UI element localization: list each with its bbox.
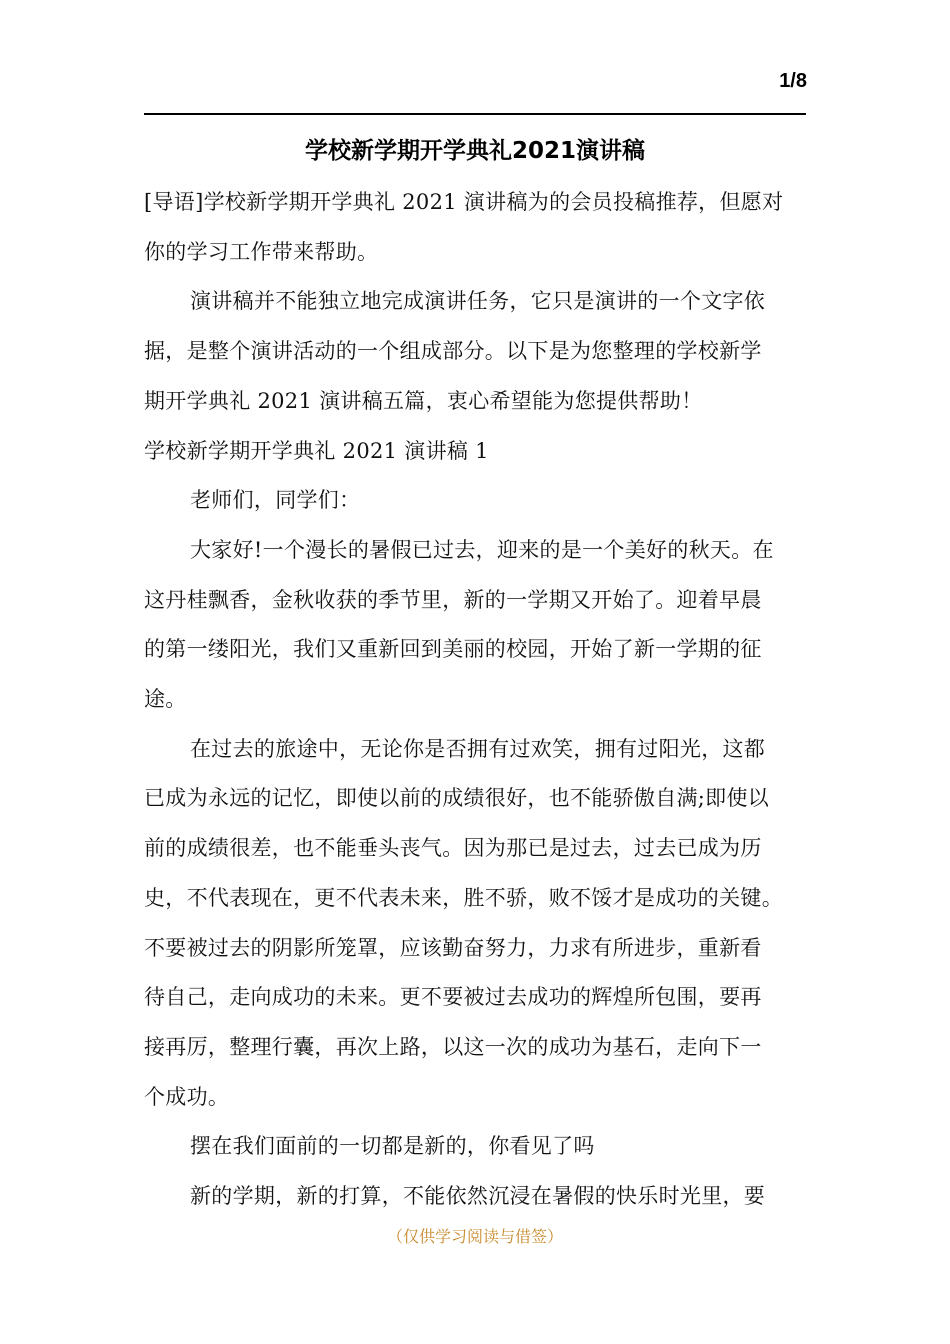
text-line: 摆在我们面前的一切都是新的，你看见了吗 — [190, 1134, 595, 1159]
document-body — [144, 178, 812, 1222]
document-title: 学校新学期开学典礼2021演讲稿 — [304, 138, 645, 164]
text-line: 前的成绩很差，也不能垂头丧气。因为那已是过去，过去已成为历 — [144, 836, 762, 861]
body-paragraph — [144, 1122, 812, 1172]
section-heading — [144, 427, 812, 477]
text-line: 在过去的旅途中，无论你是否拥有过欢笑，拥有过阳光，这都 — [190, 736, 766, 761]
text-line: 途。 — [144, 687, 187, 712]
text-line: 待自己，走向成功的未来。更不要被过去成功的辉煌所包围，要再 — [144, 985, 762, 1010]
text-line: 史，不代表现在，更不代表未来，胜不骄，败不馁才是成功的关键。 — [144, 885, 783, 910]
intro-paragraph — [144, 178, 812, 277]
text-line: [导语]学校新学期开学典礼 2021 演讲稿为的会员投稿推荐，但愿对 — [144, 190, 784, 214]
text-line: 个成功。 — [144, 1084, 230, 1109]
text-line: 的第一缕阳光，我们又重新回到美丽的校园，开始了新一学期的征 — [144, 637, 762, 662]
text-line: 已成为永远的记忆，即使以前的成绩很好，也不能骄傲自满;即使以 — [144, 786, 770, 811]
body-paragraph — [144, 1172, 812, 1222]
text-line: 学校新学期开学典礼 2021 演讲稿 1 — [144, 438, 489, 463]
body-paragraph — [144, 526, 812, 576]
header-divider — [144, 113, 806, 115]
text-line: 据，是整个演讲活动的一个组成部分。以下是为您整理的学校新学 — [144, 339, 762, 364]
body-paragraph-continued — [144, 774, 812, 1122]
body-paragraph-continued — [144, 327, 812, 426]
footer-note: （仅供学习阅读与借签） — [386, 1227, 563, 1246]
page-number: 1/8 — [779, 70, 807, 92]
text-line: 这丹桂飘香，金秋收获的季节里，新的一学期又开始了。迎着早晨 — [144, 587, 762, 612]
text-line: 你的学习工作带来帮助。 — [144, 239, 379, 264]
text-line: 大家好!一个漫长的暑假已过去，迎来的是一个美好的秋天。在 — [190, 537, 774, 562]
text-line: 演讲稿并不能独立地完成演讲任务，它只是演讲的一个文字依 — [190, 289, 766, 314]
text-line: 接再厉，整理行囊，再次上路，以这一次的成功为基石，走向下一 — [144, 1034, 762, 1059]
body-paragraph — [144, 277, 812, 327]
body-paragraph-continued — [144, 576, 812, 725]
text-line: 老师们，同学们： — [190, 488, 361, 513]
text-line: 新的学期，新的打算，不能依然沉浸在暑假的快乐时光里，要 — [190, 1184, 766, 1209]
text-line: 期开学典礼 2021 演讲稿五篇，衷心希望能为您提供帮助！ — [144, 388, 703, 413]
body-paragraph — [144, 725, 812, 775]
text-line: 不要被过去的阴影所笼罩，应该勤奋努力，力求有所进步，重新看 — [144, 935, 762, 960]
salutation-paragraph — [144, 476, 812, 526]
